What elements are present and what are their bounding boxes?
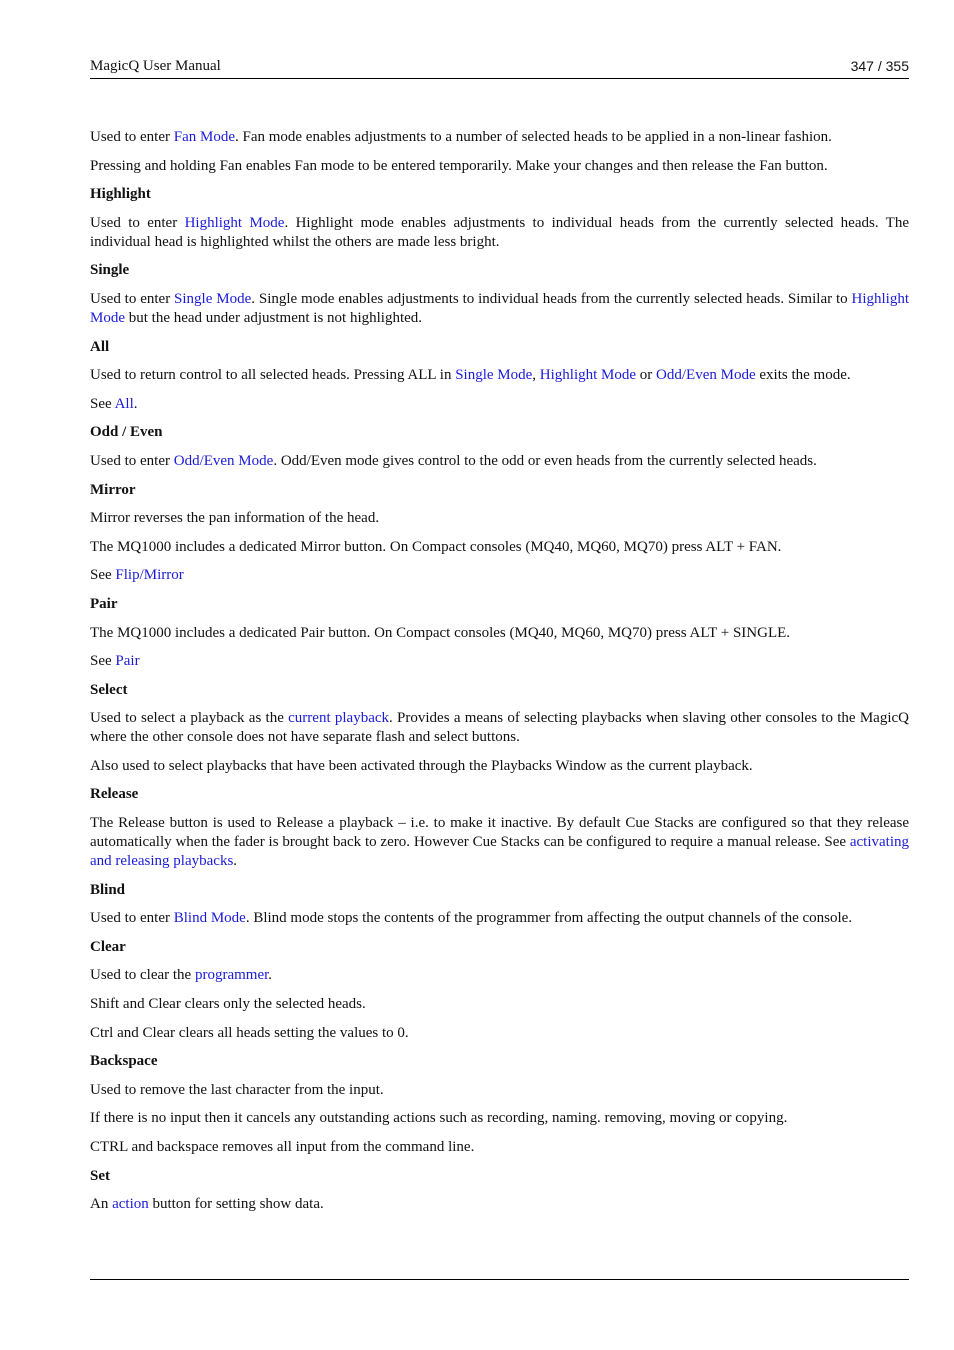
page-header	[90, 58, 909, 79]
paragraph: The Release button is used to Release a playback – i.e. to make it inactive. By default Cue Stacks are configured so that they release automatically when the fader is brought back to zero. However Cue Stacks can be configured to require a manual release. See activating and releasing playbacks.	[90, 815, 909, 870]
section-heading-select: Select	[90, 681, 128, 698]
link-highlight-mode[interactable]: Highlight Mode	[539, 367, 637, 384]
section-heading-set: Set	[90, 1167, 110, 1184]
paragraph: Also used to select playbacks that have been activated through the Playbacks Window as the current playback.	[90, 757, 753, 774]
paragraph: See Flip/Mirror	[90, 567, 184, 584]
paragraph: Used to remove the last character from the input.	[90, 1081, 384, 1098]
manual-title: MagicQ User Manual	[90, 58, 221, 74]
section-heading-mirror: Mirror	[90, 481, 136, 498]
paragraph: Used to enter Highlight Mode. Highlight mode enables adjustments to individual heads from the currently selected heads. The individual head is highlighted whilst the others are made less bright.	[90, 214, 910, 250]
section-heading-all: All	[90, 338, 110, 355]
paragraph: Used to enter Single Mode. Single mode enables adjustments to individual heads from the currently selected heads. Similar to Highlight Mode but the head under adjustment is not highlighted.	[90, 290, 909, 326]
section-heading-single: Single	[90, 262, 130, 279]
link-single-mode[interactable]: Single Mode	[455, 367, 533, 384]
link-blind-mode[interactable]: Blind Mode	[173, 910, 246, 927]
paragraph: See All.	[90, 395, 138, 412]
link-current-playback[interactable]: current playback	[288, 710, 390, 727]
paragraph: Used to clear the programmer.	[90, 967, 273, 984]
section-heading-backspace: Backspace	[90, 1053, 158, 1070]
paragraph: Used to select a playback as the current playback. Provides a means of selecting playbacks when slaving other consoles to the MagicQ where the other console does not have separate flash and select buttons.	[90, 710, 909, 746]
link-flip-mirror[interactable]: Flip/Mirror	[115, 567, 184, 584]
paragraph: If there is no input then it cancels any outstanding actions such as recording, naming. removing, moving or copying.	[90, 1110, 788, 1127]
paragraph: Pressing and holding Fan enables Fan mode to be entered temporarily. Make your changes and then release the Fan button.	[90, 157, 828, 174]
link-single-mode[interactable]: Single Mode	[174, 290, 252, 307]
link-programmer[interactable]: programmer	[194, 967, 269, 984]
section-heading-pair: Pair	[90, 595, 118, 612]
page-number: 347 / 355	[850, 58, 909, 74]
section-heading-odd-even: Odd / Even	[90, 424, 163, 441]
paragraph: Used to enter Blind Mode. Blind mode stops the contents of the programmer from affecting the output channels of the console.	[90, 910, 853, 927]
section-heading-highlight: Highlight	[90, 186, 151, 203]
link-highlight-mode[interactable]: Highlight Mode	[184, 214, 285, 231]
section-heading-release: Release	[90, 786, 139, 803]
paragraph: Used to return control to all selected heads. Pressing ALL in Single Mode, Highlight Mode or Odd/Even Mode exits the mode.	[90, 367, 851, 384]
link-highlight-mode[interactable]: Highlight Mode	[90, 290, 909, 326]
paragraph: An action button for setting show data.	[90, 1196, 324, 1213]
paragraph: The MQ1000 includes a dedicated Mirror button. On Compact consoles (MQ40, MQ60, MQ70) press ALT + FAN.	[90, 538, 782, 555]
paragraph: Used to enter Odd/Even Mode. Odd/Even mode gives control to the odd or even heads from the currently selected heads.	[90, 452, 817, 469]
page-footer-rule	[90, 1279, 909, 1280]
paragraph: Shift and Clear clears only the selected heads.	[90, 996, 366, 1013]
paragraph: See Pair	[90, 653, 140, 670]
section-heading-blind: Blind	[90, 881, 126, 898]
link-activating-releasing-playbacks[interactable]: activating and releasing playbacks	[90, 834, 909, 870]
link-odd-even-mode[interactable]: Odd/Even Mode	[656, 367, 756, 384]
link-fan-mode[interactable]: Fan Mode	[173, 129, 235, 145]
paragraph: CTRL and backspace removes all input from the command line.	[90, 1139, 475, 1155]
section-heading-clear: Clear	[90, 938, 126, 955]
paragraph: Used to enter Fan Mode. Fan mode enables adjustments to a number of selected heads to be applied in a non-linear fashion.	[90, 129, 832, 145]
paragraph: Ctrl and Clear clears all heads setting the values to 0.	[90, 1024, 409, 1041]
link-odd-even-mode[interactable]: Odd/Even Mode	[173, 452, 274, 469]
paragraph: The MQ1000 includes a dedicated Pair button. On Compact consoles (MQ40, MQ60, MQ70) press ALT + SINGLE.	[90, 624, 791, 641]
link-all[interactable]: All	[114, 395, 134, 412]
paragraph: Mirror reverses the pan information of the head.	[90, 510, 380, 527]
link-pair[interactable]: Pair	[115, 653, 140, 670]
document-body	[90, 128, 909, 1224]
link-action[interactable]: action	[112, 1196, 149, 1213]
